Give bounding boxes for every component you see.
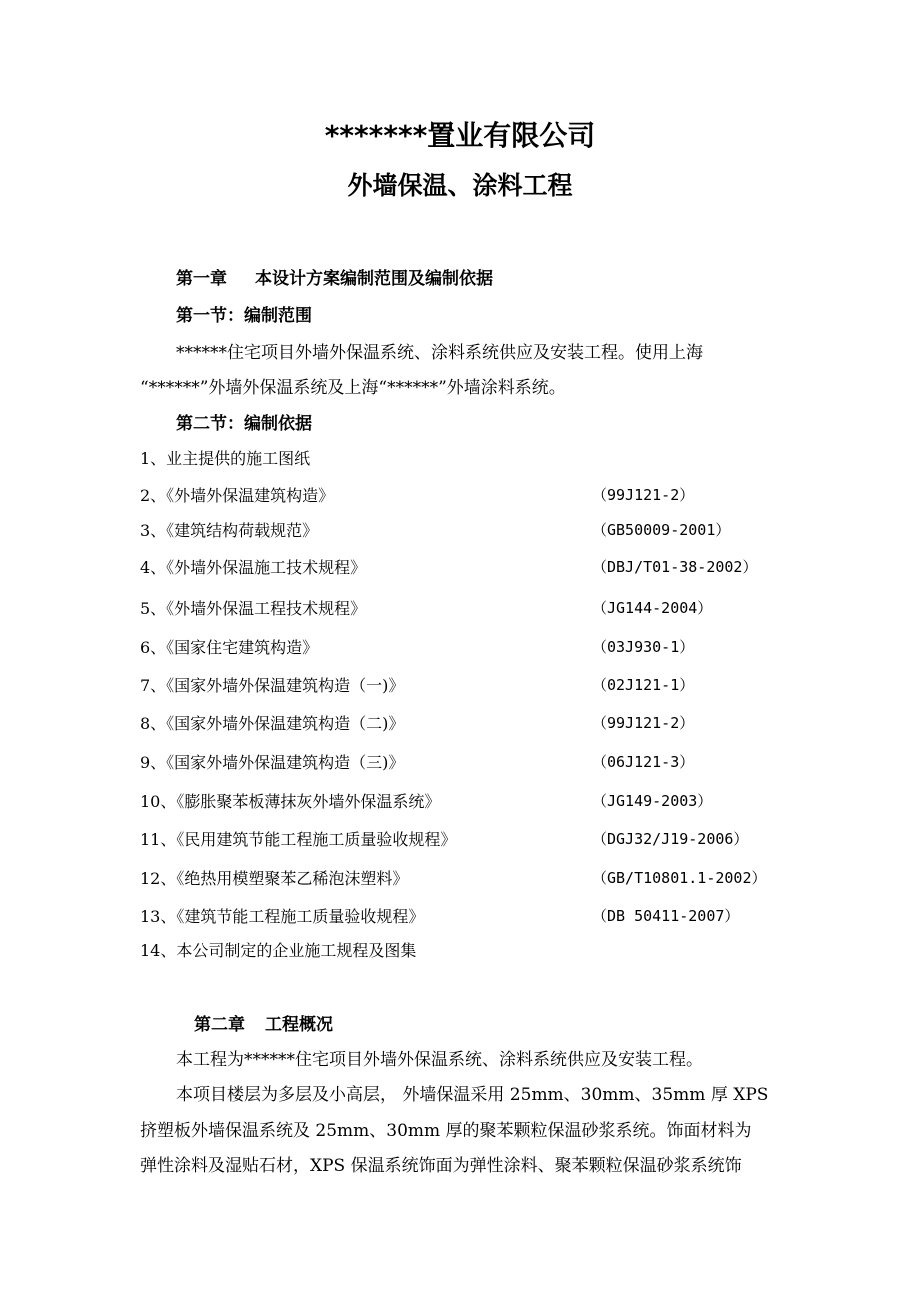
reference-code-13: （DB 50411-2007） xyxy=(592,907,740,925)
reference-item-13: 13、《建筑节能工程施工质量验收规程》 xyxy=(140,907,425,926)
reference-item-2: 2、《外墙外保温建筑构造》 xyxy=(140,486,335,505)
reference-code-9: （06J121-3） xyxy=(592,753,695,771)
reference-code-12: （GB/T10801.1-2002） xyxy=(592,869,767,887)
chapter2-label: 第二章 xyxy=(194,1015,245,1035)
reference-code-5: （JG144-2004） xyxy=(592,599,713,617)
reference-code-4: （DBJ/T01-38-2002） xyxy=(592,558,758,576)
chapter1-heading xyxy=(176,264,493,289)
reference-item-1: 1、业主提供的施工图纸 xyxy=(140,449,311,468)
chapter2-title: 工程概况 xyxy=(265,1015,333,1035)
reference-item-5: 5、《外墙外保温工程技术规程》 xyxy=(140,599,367,618)
reference-code-3: （GB50009-2001） xyxy=(592,521,731,539)
chapter2-paragraph2-line1: 本项目楼层为多层及小高层， 外墙保温采用 25mm、30mm、35mm 厚 XPS xyxy=(176,1085,769,1105)
section1-text-line1: ******住宅项目外墙外保温系统、涂料系统供应及安装工程。使用上海 xyxy=(176,343,703,363)
document-subtitle: 外墙保温、涂料工程 xyxy=(347,171,573,200)
reference-item-9: 9、《国家外墙外保温建筑构造（三)》 xyxy=(140,753,405,772)
reference-item-4: 4、《外墙外保温施工技术规程》 xyxy=(140,558,367,577)
section1-heading: 第一节：编制范围 xyxy=(176,306,312,326)
chapter2-paragraph2-line3: 弹性涂料及湿贴石材，XPS 保温系统饰面为弹性涂料、聚苯颗粒保温砂浆系统饰 xyxy=(140,1156,742,1176)
reference-item-10: 10、《膨胀聚苯板薄抹灰外墙外保温系统》 xyxy=(140,792,441,811)
chapter1-title: 本设计方案编制范围及编制依据 xyxy=(255,269,493,289)
reference-code-2: （99J121-2） xyxy=(592,486,695,504)
chapter2-heading xyxy=(194,1010,333,1035)
chapter2-paragraph1: 本工程为******住宅项目外墙外保温系统、涂料系统供应及安装工程。 xyxy=(176,1050,703,1070)
reference-item-11: 11、《民用建筑节能工程施工质量验收规程》 xyxy=(140,830,457,849)
reference-code-10: （JG149-2003） xyxy=(592,792,713,810)
reference-item-14: 14、本公司制定的企业施工规程及图集 xyxy=(140,941,417,960)
reference-item-7: 7、《国家外墙外保温建筑构造（一)》 xyxy=(140,676,405,695)
reference-item-6: 6、《国家住宅建筑构造》 xyxy=(140,638,319,657)
reference-code-11: （DGJ32/J19-2006） xyxy=(592,830,749,848)
chapter2-paragraph2-line2: 挤塑板外墙保温系统及 25mm、30mm 厚的聚苯颗粒保温砂浆系统。饰面材料为 xyxy=(140,1121,752,1141)
reference-item-8: 8、《国家外墙外保温建筑构造（二)》 xyxy=(140,714,405,733)
reference-item-12: 12、《绝热用模塑聚苯乙稀泡沫塑料》 xyxy=(140,869,409,888)
reference-code-6: （03J930-1） xyxy=(592,638,695,656)
section2-heading: 第二节：编制依据 xyxy=(176,414,312,434)
chapter1-label: 第一章 xyxy=(176,269,227,289)
reference-item-3: 3、《建筑结构荷载规范》 xyxy=(140,521,319,540)
reference-code-8: （99J121-2） xyxy=(592,714,695,732)
reference-code-7: （02J121-1） xyxy=(592,676,695,694)
section1-text-line2: “******”外墙外保温系统及上海“******”外墙涂料系统。 xyxy=(140,378,566,398)
document-title: *******置业有限公司 xyxy=(324,119,596,152)
